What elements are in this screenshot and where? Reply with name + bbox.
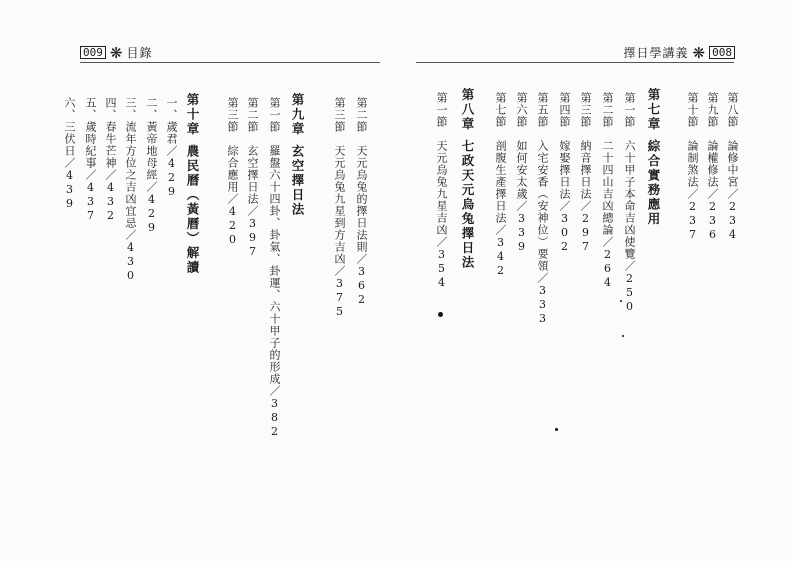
section-number: 第七節 [494, 92, 507, 128]
toc-entry [268, 97, 281, 439]
toc-entry [84, 97, 97, 223]
chapter-title: 玄空擇日法 [290, 144, 305, 217]
toc-entry [124, 97, 137, 283]
toc-entry [435, 92, 448, 290]
toc-entry [226, 97, 239, 247]
entry-title: 三、流年方位之吉凶宜忌／430 [124, 97, 137, 283]
entry-title: 二、黃帝地母經／429 [145, 97, 158, 235]
entry-title: 剖腹生產擇日法／342 [494, 140, 507, 278]
toc-entry [706, 92, 719, 242]
section-number: 第四節 [558, 92, 571, 128]
entry-title: 如何安太歲／339 [515, 140, 528, 254]
section-number: 第二節 [601, 92, 614, 128]
chapter-number: 第七章 [646, 88, 661, 132]
section-number: 第一節 [623, 92, 636, 128]
entry-title: 論制煞法／237 [686, 140, 699, 242]
entry-title: 天元烏兔九星吉凶／354 [435, 140, 448, 290]
entry-title: 入宅安香（安神位）要領／333 [536, 140, 549, 326]
right-page [396, 0, 793, 561]
toc-entry [165, 97, 178, 199]
entry-title: 綜合應用／420 [226, 145, 239, 247]
entry-title: 五、歲時紀事／437 [84, 97, 97, 223]
toc-chapter-heading [290, 93, 305, 217]
toc-entry [601, 92, 614, 290]
right-header-rule [416, 62, 734, 63]
toc-entry [494, 92, 507, 278]
entry-title: 天元烏兔的擇日法則／362 [355, 145, 368, 307]
section-number: 第三節 [333, 97, 346, 133]
entry-title: 論權修法／236 [706, 140, 719, 242]
section-number: 第五節 [536, 92, 549, 128]
toc-entry [104, 97, 117, 223]
section-number: 第一節 [268, 97, 281, 133]
scan-speck [555, 428, 558, 431]
flower-ornament-icon: ❋ [109, 43, 123, 62]
toc-entry [63, 97, 76, 211]
right-header-title: 擇日學講義 [623, 46, 689, 60]
chapter-title: 七政天元烏兔擇日法 [460, 139, 475, 270]
toc-chapter-heading [460, 88, 475, 270]
toc-entry [515, 92, 528, 254]
left-header-title: 目錄 [126, 46, 153, 60]
toc-entry [726, 92, 739, 242]
toc-entry [246, 97, 259, 259]
entry-title: 四、春牛芒神／432 [104, 97, 117, 223]
scan-speck [438, 312, 443, 317]
section-number: 第一節 [435, 92, 448, 128]
toc-chapter-heading [185, 93, 200, 275]
entry-title: 天元烏兔九星到方吉凶／375 [333, 145, 346, 319]
toc-entry [333, 97, 346, 319]
toc-entry [355, 97, 368, 307]
section-number: 第八節 [726, 92, 739, 128]
entry-title: 玄空擇日法／397 [246, 145, 259, 259]
chapter-number: 第九章 [290, 93, 305, 137]
section-number: 第三節 [579, 92, 592, 128]
left-header-rule [80, 62, 380, 63]
flower-ornament-icon: ❋ [692, 43, 706, 62]
page-number-left: 009 [80, 46, 106, 59]
toc-entry [145, 97, 158, 235]
toc-entry [686, 92, 699, 242]
section-number: 第二節 [246, 97, 259, 133]
toc-entry [579, 92, 592, 254]
chapter-number: 第十章 [185, 93, 200, 137]
entry-title: 六、三伏日／439 [63, 97, 76, 211]
chapter-title: 農民曆（黃曆）解讀 [185, 144, 200, 275]
entry-title: 論修中宮／234 [726, 140, 739, 242]
entry-title: 納音擇日法／297 [579, 140, 592, 254]
left-header [80, 44, 152, 61]
toc-entry [623, 92, 636, 314]
entry-title: 嫁娶擇日法／302 [558, 140, 571, 254]
entry-title: 二十四山吉凶總論／264 [601, 140, 614, 290]
section-number: 第三節 [226, 97, 239, 133]
entry-title: 羅盤六十四卦、卦氣、卦運、六十甲子的形成／382 [268, 145, 281, 439]
left-page [0, 0, 396, 561]
section-number: 第九節 [706, 92, 719, 128]
toc-entry [536, 92, 549, 326]
page-number-right: 008 [709, 46, 735, 59]
section-number: 第二節 [355, 97, 368, 133]
chapter-title: 綜合實務應用 [646, 139, 661, 227]
toc-entry [558, 92, 571, 254]
scan-speck [622, 335, 624, 337]
entry-title: 一、歲君／429 [165, 97, 178, 199]
right-header [624, 44, 735, 61]
entry-title: 六十甲子本命吉凶使覽／250 [623, 140, 636, 314]
chapter-number: 第八章 [460, 88, 475, 132]
toc-chapter-heading [646, 88, 661, 227]
section-number: 第六節 [515, 92, 528, 128]
scan-speck [620, 300, 622, 302]
section-number: 第十節 [686, 92, 699, 128]
